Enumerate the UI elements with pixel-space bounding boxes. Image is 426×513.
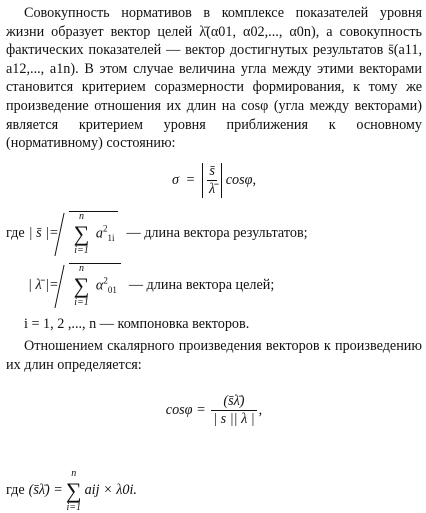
lambda-term-sub: 01: [107, 285, 117, 296]
s-term-sub: 1i: [107, 233, 115, 244]
formula-sigma-eq: =: [186, 171, 195, 188]
lambda-length-lhs: | λ̄ |=: [28, 277, 59, 294]
formula-sigma-cos: cosφ,: [225, 171, 257, 188]
formula-sigma-lhs: σ: [171, 171, 179, 188]
paragraph-intro: Совокупность нормативов в комплексе показателей уровня жизни образует вектор целей λ̄(α01, α02,..., α0n), а совокупность фактических показателей — вектор достигнутых результатов s̄(a11, a12,..., a1n). В этом случае величина угла между этими векторами становится критерием соразмерности формирования, к тому же произведение отношения их длин на cosφ (угла между векторами) является критерием уровня приближения к основному (нормативному) состоянию:: [6, 5, 422, 152]
scalar-sum-top: n: [71, 467, 77, 479]
formula-sigma: [6, 163, 422, 207]
s-sum-bot: i=1: [74, 245, 89, 257]
lambda-length-sqrt: n ∑ i=1 $\alpha^2_{01}$: [59, 263, 121, 308]
lambda-term-sup: 2: [103, 275, 108, 286]
formula-cos-den: | s || λ |: [213, 410, 255, 427]
index-line: i = 1, 2 ,..., n — компоновка векторов.: [24, 315, 250, 332]
document-page: [6, 4, 422, 511]
definition-lambda-length: [28, 263, 422, 309]
s-length-sqrt: n ∑ i=1 $a^2_{1i}$: [59, 211, 119, 256]
formula-cos-lhs: cosφ =: [165, 401, 206, 418]
s-term: a: [95, 225, 103, 242]
lambda-term: α: [95, 277, 104, 294]
lambda-sum-top: n: [78, 263, 84, 275]
formula-sigma-den: λ̄: [209, 180, 216, 197]
definition-s-length: [6, 211, 422, 257]
s-sum-top: n: [78, 211, 84, 223]
formula-cos-tail: ,: [258, 401, 263, 418]
formula-sigma-num: s̄: [207, 163, 217, 181]
s-length-desc: — длина вектора результатов;: [126, 225, 308, 242]
s-term-sup: 2: [102, 223, 108, 234]
formula-scalar-lhs: (s̄λ̄) =: [28, 482, 63, 499]
formula-scalar-where: где: [6, 482, 25, 499]
formula-scalar-term: aij × λ0i.: [84, 482, 137, 499]
formula-cos-num: (s̄λ̄): [211, 393, 256, 411]
where-label: где: [6, 225, 25, 242]
s-length-lhs: | s̄ |=: [28, 225, 59, 242]
lambda-sum-bot: i=1: [74, 297, 89, 309]
scalar-sum-bot: i=1: [66, 501, 81, 513]
formula-cos: [6, 393, 422, 441]
paragraph-cos: Отношением скалярного произведения векторов к произведению их длин определяется:: [6, 338, 422, 373]
formula-scalar: где (s̄λ̄) = n ∑ i=1 aij × λ0i.: [6, 467, 137, 513]
lambda-length-desc: — длина вектора целей;: [128, 277, 275, 294]
